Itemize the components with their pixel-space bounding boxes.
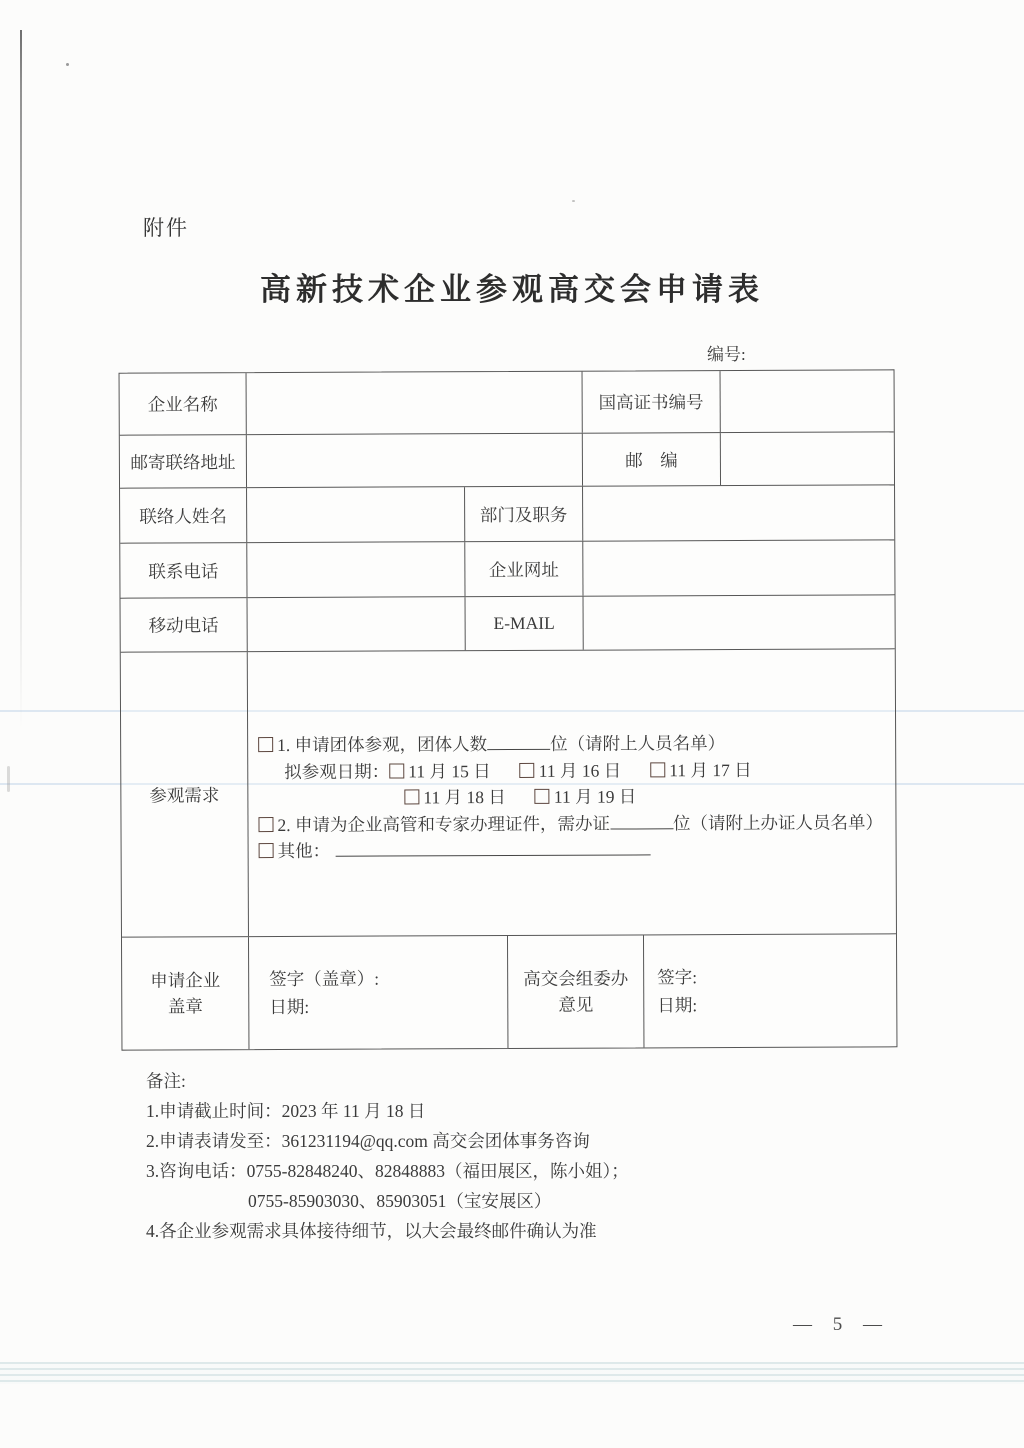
scan-speck — [572, 200, 575, 202]
visit-option-other — [259, 836, 651, 864]
date-option-label: 11 月 19 日 — [553, 786, 637, 807]
company-name-label: 企业名称 — [120, 373, 247, 435]
page-title: 高新技术企业参观高交会申请表 — [260, 272, 764, 307]
visit-option-2-text: 2. 申请为企业高管和专家办理证件，需办证 — [277, 813, 611, 835]
checkbox-icon — [520, 762, 535, 777]
date-option-label: 11 月 16 日 — [538, 760, 622, 781]
company-name-value-cell — [247, 372, 583, 434]
table-row-phone — [120, 540, 894, 598]
visit-option-2-suffix: 位（请附上办证人员名单） — [672, 811, 884, 833]
mobile-phone-value-cell — [248, 597, 466, 651]
date-label: 日期: — [657, 995, 698, 1016]
checkbox-icon — [389, 763, 404, 778]
visit-needs-label: 参观需求 — [121, 652, 249, 937]
contact-name-value-cell — [247, 487, 465, 542]
visit-option-group — [258, 809, 883, 838]
mail-address-label: 邮寄联络地址 — [120, 435, 247, 488]
national-cert-no-label: 国高证书编号 — [583, 371, 721, 433]
visit-dates-row-2 — [404, 783, 636, 811]
checkbox-icon — [258, 817, 273, 832]
applicant-stamp-label — [122, 937, 249, 1050]
visit-option-other-label: 其他： — [277, 840, 331, 862]
date-option — [520, 757, 622, 784]
visit-option-1-suffix: 位（请附上人员名单） — [550, 733, 726, 754]
date-option-label: 11 月 17 日 — [669, 759, 752, 780]
mobile-phone-label: 移动电话 — [121, 598, 248, 652]
checkbox-icon — [404, 789, 419, 804]
fill-in-blank-line — [335, 839, 650, 856]
note-item: 2.申请表请发至：361231194@qq.com 高交会团体事务咨询 — [146, 1131, 590, 1151]
national-cert-no-value-cell — [721, 370, 894, 432]
visit-option-group — [258, 730, 725, 759]
date-label: 日期: — [269, 996, 310, 1018]
checkbox-icon — [258, 737, 273, 752]
scan-bottom-edge-band — [0, 1362, 1024, 1384]
table-row-company — [120, 370, 894, 435]
applicant-stamp-label-line2: 盖章 — [167, 996, 203, 1017]
table-row-contact-name — [120, 485, 894, 543]
postcode-value-cell — [721, 432, 894, 485]
fill-in-blank-line — [610, 813, 673, 829]
email-value-cell — [584, 595, 895, 649]
visit-dates-label: 拟参观日期： — [284, 761, 390, 782]
form-number-label: 编号: — [707, 345, 746, 364]
date-option — [650, 756, 752, 783]
table-row-address — [120, 432, 894, 488]
page-number: — 5 — — [793, 1314, 885, 1335]
visit-dates-row-1 — [284, 756, 752, 785]
table-row-signatures — [122, 934, 896, 1049]
note-item-continuation: 0755-85903030、85903051（宝安展区） — [248, 1191, 552, 1211]
checkbox-icon — [259, 843, 274, 858]
application-form-table — [119, 369, 898, 1050]
visit-needs-content-cell — [248, 649, 896, 936]
table-row-mobile — [121, 595, 895, 652]
applicant-stamp-label-line1: 申请企业 — [150, 970, 221, 991]
date-option-label: 11 月 15 日 — [408, 760, 491, 781]
table-row-visit-needs — [121, 649, 896, 937]
checkbox-icon — [650, 762, 665, 777]
sign-seal-label: 签字（盖章）: — [269, 968, 380, 990]
applicant-signature-cell — [249, 936, 508, 1049]
attachment-label: 附件 — [143, 216, 189, 240]
committee-opinion-label-line2: 意见 — [558, 994, 594, 1015]
postcode-label: 邮 编 — [583, 433, 721, 486]
committee-signature-cell — [644, 934, 896, 1047]
email-label: E-MAIL — [466, 597, 584, 651]
company-website-label: 企业网址 — [465, 542, 583, 597]
note-item: 3.咨询电话：0755-82848240、82848883（福田展区，陈小姐）； — [146, 1161, 629, 1181]
visit-option-1-text: 1. 申请团体参观，团体人数 — [277, 734, 488, 756]
sign-label: 签字: — [657, 967, 698, 988]
note-item: 4.各企业参观需求具体接待细节，以大会最终邮件确认为准 — [146, 1221, 597, 1241]
dept-position-label: 部门及职务 — [465, 487, 583, 542]
date-option — [535, 783, 637, 810]
scan-speck — [66, 63, 69, 66]
fill-in-blank-line — [487, 734, 550, 750]
mail-address-value-cell — [247, 434, 583, 487]
date-option — [404, 784, 506, 811]
company-website-value-cell — [583, 540, 894, 595]
contact-phone-label: 联系电话 — [120, 543, 247, 598]
scan-speck — [7, 766, 10, 792]
checkbox-icon — [535, 789, 550, 804]
notes-section — [146, 1066, 629, 1246]
contact-phone-value-cell — [247, 542, 465, 597]
date-option-label: 11 月 18 日 — [423, 787, 506, 808]
committee-opinion-label-line1: 高交会组委办 — [523, 968, 629, 989]
date-option — [389, 758, 491, 785]
notes-heading: 备注: — [146, 1071, 186, 1091]
committee-opinion-label — [508, 935, 644, 1048]
scan-fold-line — [20, 30, 22, 730]
dept-position-value-cell — [583, 485, 894, 540]
contact-name-label: 联络人姓名 — [120, 488, 247, 543]
note-item: 1.申请截止时间：2023 年 11 月 18 日 — [146, 1101, 426, 1121]
